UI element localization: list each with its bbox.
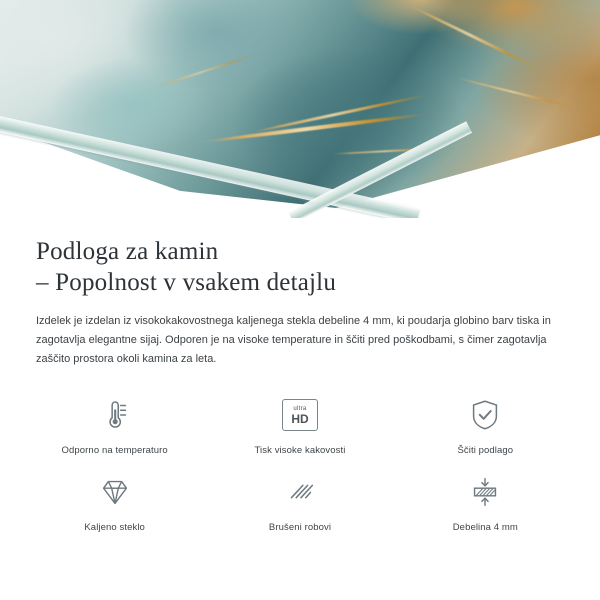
feature-item	[393, 472, 578, 533]
badge-top-text: ultra	[293, 405, 307, 412]
ultra-hd-badge-icon	[282, 395, 318, 435]
sparkle-icon	[486, 166, 514, 194]
feature-label: Ščiti podlago	[457, 445, 514, 456]
feature-label: Tisk visoke kakovosti	[254, 445, 346, 456]
feature-label: Kaljeno steklo	[84, 522, 145, 533]
feature-item	[393, 395, 578, 456]
headline-line-2: – Popolnost v vsakem detajlu	[36, 269, 337, 296]
thickness-arrows-icon	[466, 472, 504, 512]
page-title	[36, 236, 564, 298]
text-content	[0, 218, 600, 369]
feature-grid	[0, 395, 600, 533]
feature-item	[207, 472, 392, 533]
feature-item	[22, 472, 207, 533]
feature-label: Odporno na temperaturo	[61, 445, 168, 456]
feature-label: Brušeni robovi	[268, 522, 332, 533]
feature-item	[22, 395, 207, 456]
description-paragraph: Izdelek je izdelan iz visokokakovostnega kaljenega stekla debeline 4 mm, ki poudarja globino barv tiska in zagotavlja elegantne sijaj. Odporen je na visoke temperature in ščiti pred poškodbami, s čimer zagotavlja zaščito prostora okoli kamina za leta.	[36, 315, 551, 365]
headline-line-1: Podloga za kamin	[36, 238, 219, 265]
diamond-icon	[96, 472, 134, 512]
badge-main-text: HD	[291, 411, 309, 426]
hero-image	[0, 0, 600, 218]
thermometer-icon	[96, 395, 134, 435]
polished-edges-icon	[281, 472, 319, 512]
shield-check-icon	[466, 395, 504, 435]
feature-label: Debelina 4 mm	[452, 522, 518, 533]
feature-item	[207, 395, 392, 456]
